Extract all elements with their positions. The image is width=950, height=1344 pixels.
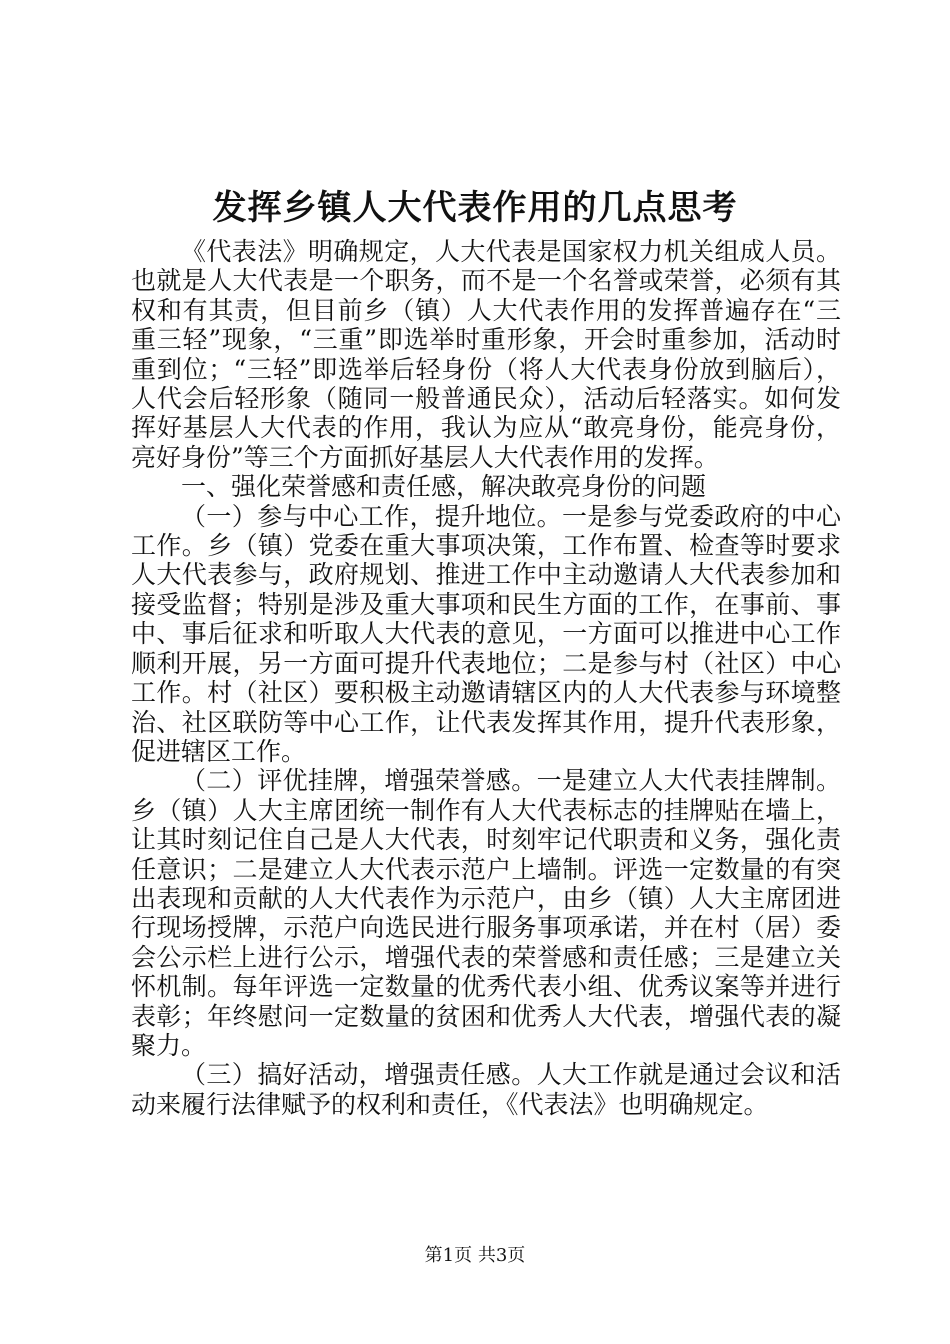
document-body xyxy=(131,237,841,1119)
paragraph-subsection-1: （一）参与中心工作，提升地位。一是参与党委政府的中心工作。乡（镇）党委在重大事项决策，工作布置、检查等时要求人大代表参与，政府规划、推进工作中主动邀请人大代表参加和接受监督；特别是涉及重大事项和民生方面的工作，在事前、事中、事后征求和听取人大代表的意见，一方面可以推进中心工作顺利开展，另一方面可提升代表地位；二是参与村（社区）中心工作。村（社区）要积极主动邀请辖区内的人大代表参与环境整治、社区联防等中心工作，让代表发挥其作用，提升代表形象，促进辖区工作。 xyxy=(131,501,841,766)
paragraph-subsection-3: （三）搞好活动，增强责任感。人大工作就是通过会议和活动来履行法律赋予的权利和责任，《代表法》也明确规定。 xyxy=(131,1060,841,1119)
section-heading-1: 一、强化荣誉感和责任感，解决敢亮身份的问题 xyxy=(181,472,707,502)
paragraph-intro: 《代表法》明确规定，人大代表是国家权力机关组成人员。也就是人大代表是一个职务，而不是一个名誉或荣誉，必须有其权和有其责，但目前乡（镇）人大代表作用的发挥普遍存在“三重三轻”现象，“三重”即选举时重形象，开会时重参加，活动时重到位；“三轻”即选举后轻身份（将人大代表身份放到脑后），人代会后轻形象（随同一般普通民众），活动后轻落实。如何发挥好基层人大代表的作用，我认为应从“敢亮身份，能亮身份，亮好身份”等三个方面抓好基层人大代表作用的发挥。 xyxy=(131,237,841,472)
paragraph-subsection-2: （二）评优挂牌，增强荣誉感。一是建立人大代表挂牌制。乡（镇）人大主席团统一制作有人大代表标志的挂牌贴在墙上，让其时刻记住自己是人大代表，时刻牢记代职责和义务，强化责任意识；二是建立人大代表示范户上墙制。评选一定数量的有突出表现和贡献的人大代表作为示范户，由乡（镇）人大主席团进行现场授牌，示范户向选民进行服务事项承诺，并在村（居）委会公示栏上进行公示，增强代表的荣誉感和责任感；三是建立关怀机制。每年评选一定数量的优秀代表小组、优秀议案等并进行表彰；年终慰问一定数量的贫困和优秀人大代表，增强代表的凝聚力。 xyxy=(131,766,841,1060)
page-number-footer: 第1页 共3页 xyxy=(424,1245,526,1266)
document-title: 发挥乡镇人大代表作用的几点思考 xyxy=(212,188,738,228)
